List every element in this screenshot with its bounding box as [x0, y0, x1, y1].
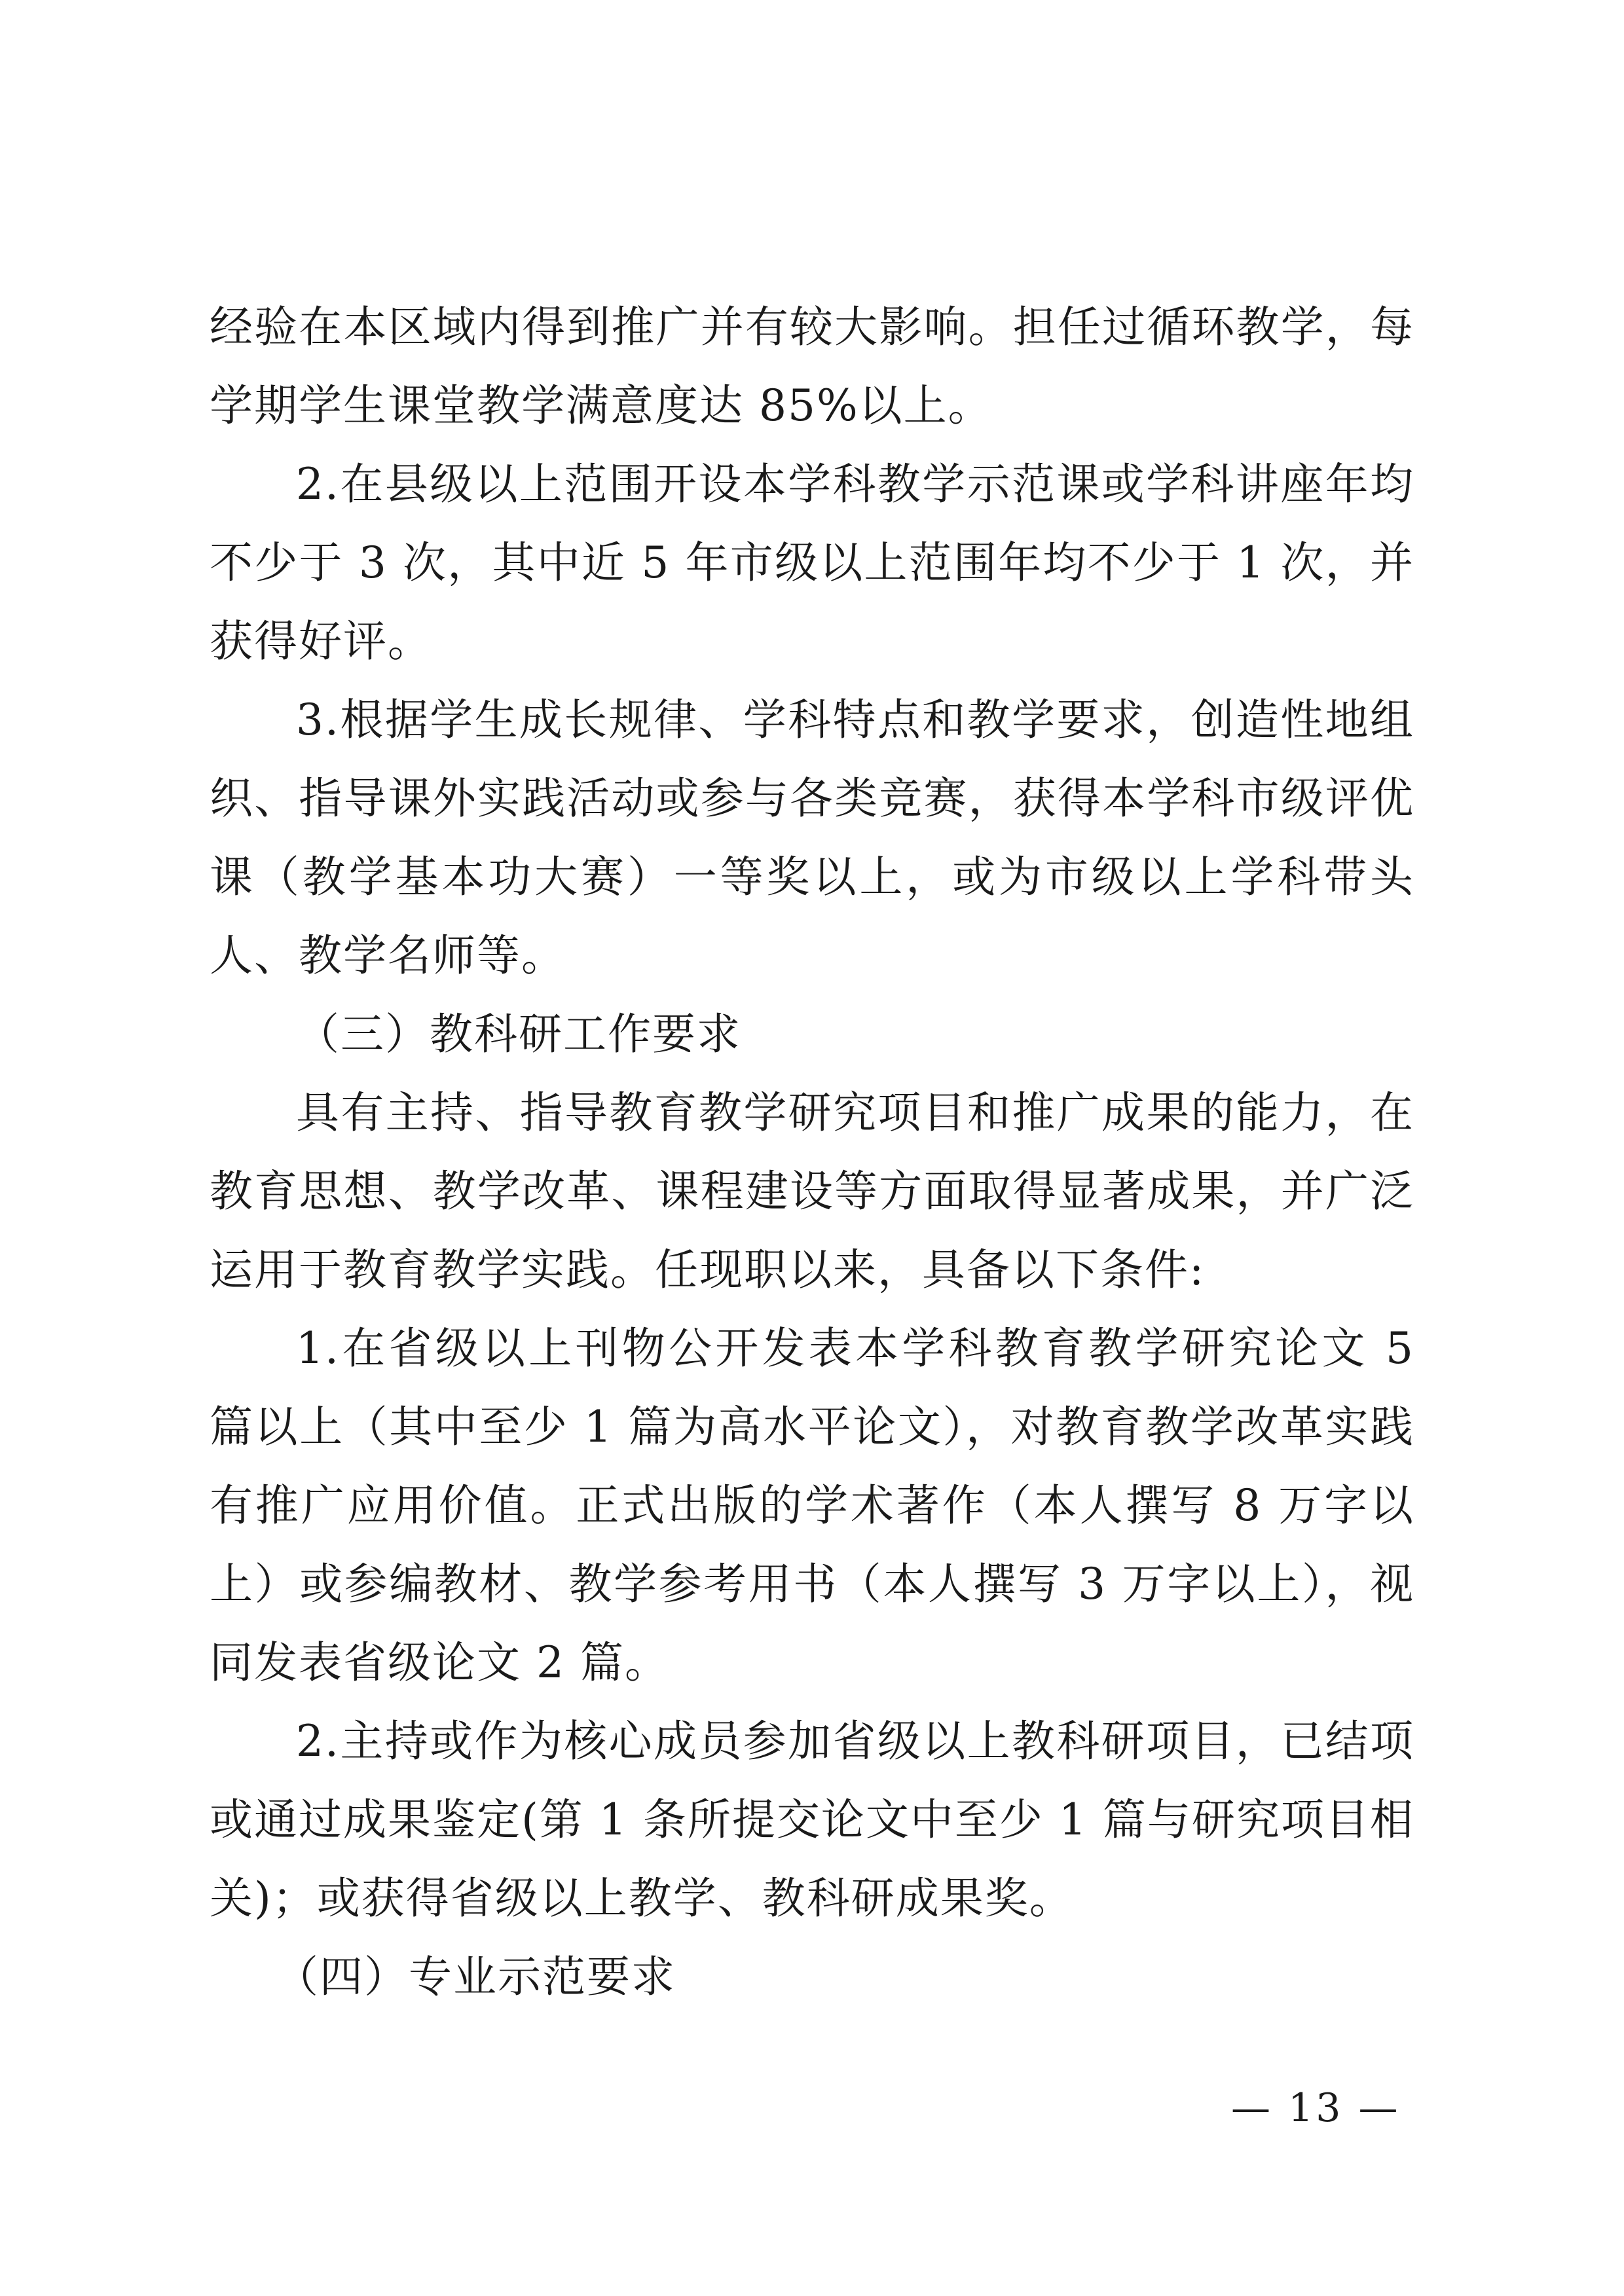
section-heading-research-requirements: （三）教科研工作要求 [296, 1009, 741, 1059]
paragraph-demo-lessons: 2.在县级以上范围开设本学科教学示范课或学科讲座年均不少于 3 次，其中近 5 年市级以上范围年均不少于 1 次，并获得好评。 [210, 459, 1414, 666]
paragraph-research-ability: 具有主持、指导教育教学研究项目和推广成果的能力，在教育思想、教学改革、课程建设等方面取得显著成果，并广泛运用于教育教学实践。任现职以来，具备以下条件: [210, 1087, 1414, 1295]
page-number: — 13 — [1231, 2085, 1401, 2131]
paragraph-research-projects: 2.主持或作为核心成员参加省级以上教科研项目，已结项或通过成果鉴定(第 1 条所提交论文中至少 1 篇与研究项目相关)；或获得省级以上教学、教科研成果奖。 [210, 1716, 1414, 1923]
paragraph-extracurricular-competitions: 3.根据学生成长规律、学科特点和教学要求，创造性地组织、指导课外实践活动或参与各类竞赛，获得本学科市级评优课（教学基本功大赛）一等奖以上，或为市级以上学科带头人、教学名师等。 [210, 695, 1414, 981]
document-body [210, 288, 1414, 2016]
paragraph-publications: 1.在省级以上刊物公开发表本学科教育教学研究论文 5 篇以上（其中至少 1 篇为高水平论文），对教育教学改革实践有推广应用价值。正式出版的学术著作（本人撰写 8 万字以上）或参编教材、教学参考用书（本人撰写 3 万字以上），视同发表省级论文 2 篇。 [210, 1323, 1414, 1688]
section-heading-professional-demonstration: （四）专业示范要求 [275, 1952, 676, 2002]
paragraph-experience-promotion: 经验在本区域内得到推广并有较大影响。担任过循环教学，每学期学生课堂教学满意度达 85%以上。 [210, 302, 1414, 431]
